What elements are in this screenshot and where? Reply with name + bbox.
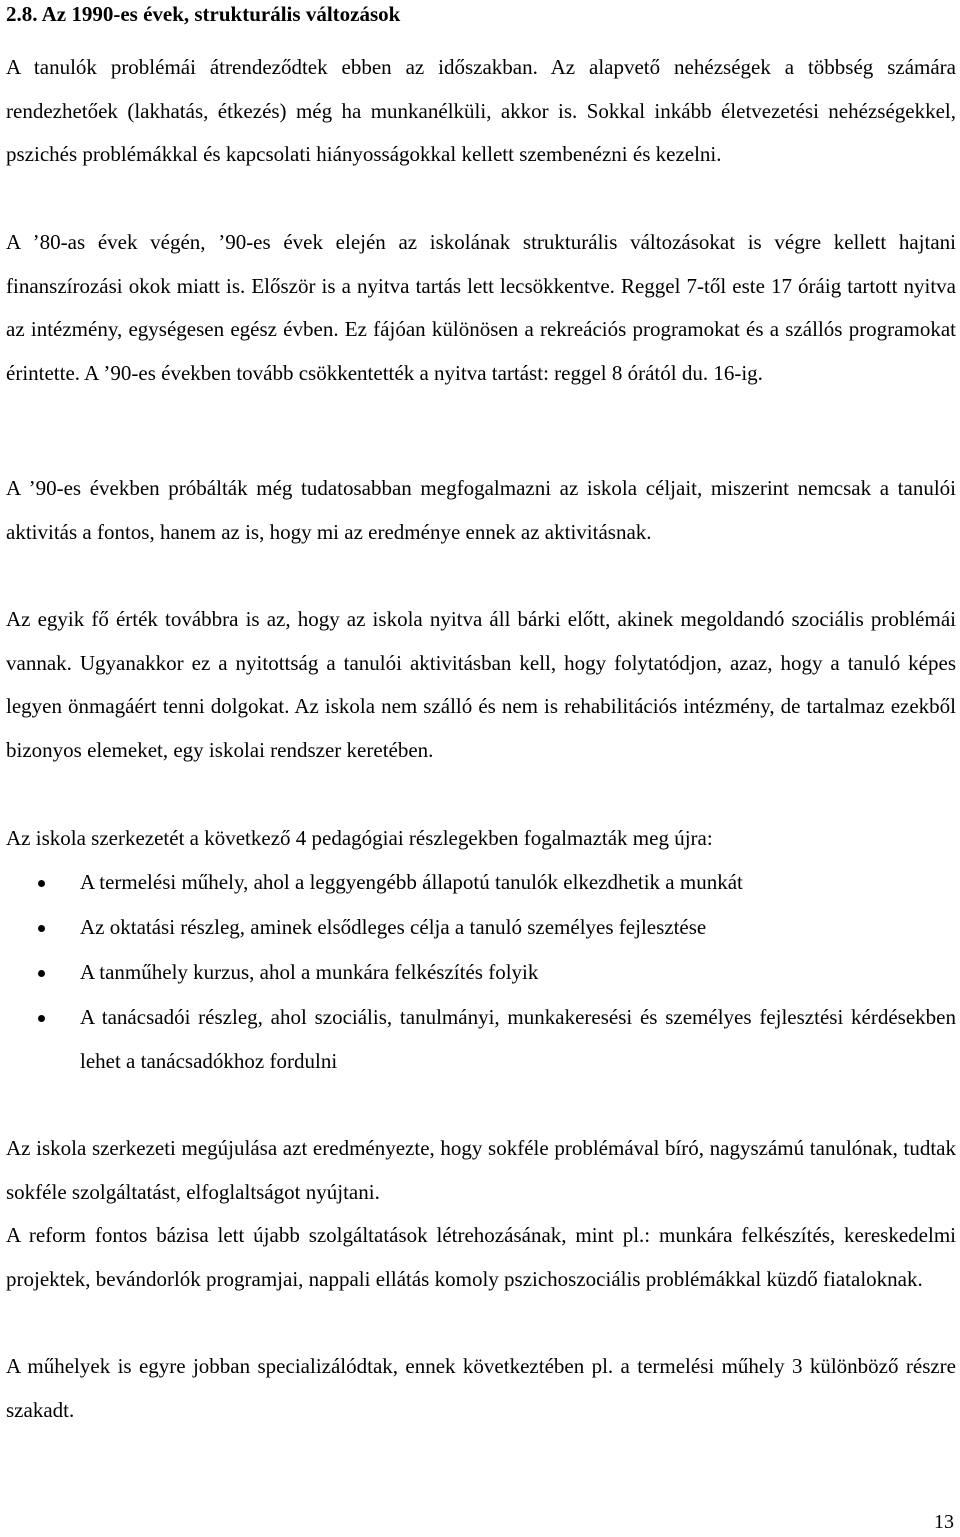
paragraph-renewal-result: Az iskola szerkezeti megújulása azt eredményezte, hogy sokféle problémával bíró, nagyszámú tanulónak, tudtak sokféle szolgáltatást, elfoglaltságot nyújtani. <box>6 1136 956 1204</box>
list-item-text: Az oktatási részleg, aminek elsődleges célja a tanuló személyes fejlesztése <box>80 915 707 939</box>
list-item <box>6 906 956 950</box>
list-item-text: A termelési műhely, ahol a leggyengébb állapotú tanulók elkezdhetik a munkát <box>80 870 743 894</box>
bullet-icon <box>38 925 45 932</box>
paragraph-structural-changes: A ’80-as évek végén, ’90-es évek elején az iskolának strukturális változásokat is végre kellett hajtani finanszírozási okok miatt is. Először is a nyitva tartás lett lecsökkentve. Reggel 7-től este 17 óráig tartott nyitva az intézmény, egységesen egész évben. Ez fájóan különösen a rekreációs programokat és a szállós programokat érintette. A ’90-es években tovább csökkentették a nyitva tartást: reggel 8 órától du. 16-ig. <box>6 230 956 385</box>
paragraph-student-problems: A tanulók problémái átrendeződtek ebben az időszakban. Az alapvető nehézségek a többség számára rendezhetőek (lakhatás, étkezés) még ha munkanélküli, akkor is. Sokkal inkább életvezetési nehézségekkel, pszichés problémákkal és kapcsolati hiányosságokkal kellett szembenézni és kezelni. <box>6 55 956 166</box>
list-item-text: A tanműhely kurzus, ahol a munkára felkészítés folyik <box>80 960 539 984</box>
paragraph-structure-intro: Az iskola szerkezetét a következő 4 pedagógiai részlegekben fogalmazták meg újra: <box>6 826 713 850</box>
bullet-icon <box>38 1015 45 1022</box>
paragraph-reform-basis: A reform fontos bázisa lett újabb szolgáltatások létrehozásának, mint pl.: munkára felkészítés, kereskedelmi projektek, bevándorlók programjai, nappali ellátás komoly pszichoszociális problémákkal küzdő fiataloknak. <box>6 1223 956 1291</box>
list-item <box>6 951 956 995</box>
list-item-text: A tanácsadói részleg, ahol szociális, tanulmányi, munkakeresési és személyes fejlesztési kérdésekben lehet a tanácsadókhoz fordulni <box>80 1005 956 1073</box>
list-item <box>6 996 956 1083</box>
paragraph-core-values: Az egyik fő érték továbbra is az, hogy az iskola nyitva áll bárki előtt, akinek megoldandó szociális problémái vannak. Ugyanakkor ez a nyitottság a tanulói aktivitásban kell, hogy folytatódjon, azaz, hogy a tanuló képes legyen önmagáért tenni dolgokat. Az iskola nem szálló és nem is rehabilitációs intézmény, de tartalmaz ezekből bizonyos elemeket, egy iskolai rendszer keretében. <box>6 607 956 762</box>
page-number: 13 <box>934 1511 954 1533</box>
paragraph-90s-goals: A ’90-es években próbálták még tudatosabban megfogalmazni az iskola céljait, miszerint nemcsak a tanulói aktivitás a fontos, hanem az is, hogy mi az eredménye ennek az aktivitásnak. <box>6 476 956 544</box>
bullet-icon <box>38 970 45 977</box>
bullet-icon <box>38 880 45 887</box>
department-list <box>6 861 956 1085</box>
section-heading: 2.8. Az 1990-es évek, strukturális változások <box>6 2 401 26</box>
paragraph-workshops: A műhelyek is egyre jobban specializálódtak, ennek következtében pl. a termelési műhely 3 különböző részre szakadt. <box>6 1354 956 1422</box>
list-item <box>6 861 956 905</box>
